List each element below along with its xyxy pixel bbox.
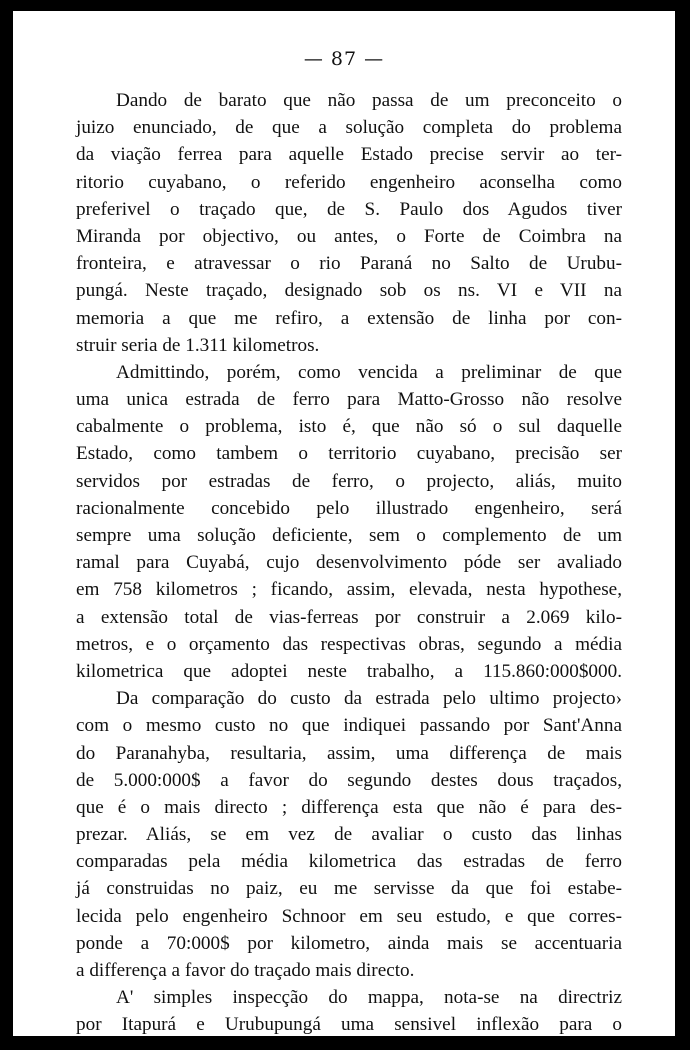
text-line: ramal para Cuyabá, cujo desenvolvimento póde ser avaliado (76, 552, 622, 574)
text-line: Miranda por objectivo, ou antes, o Forte de Coimbra na (76, 225, 622, 247)
text-line: Estado, como tambem o territorio cuyabano, precisão ser (76, 443, 622, 465)
text-line: ponde a 70:000$ por kilometro, ainda mais se accentuaria (76, 932, 622, 954)
text-line: struir seria de 1.311 kilometros. (76, 334, 320, 356)
text-line: a differença a favor do traçado mais directo. (76, 960, 415, 981)
page-number: — 87 — (303, 48, 385, 70)
text-line: juizo enunciado, de que a solução completa do problema (76, 117, 622, 139)
text-line: ritorio cuyabano, o referido engenheiro aconselha como (76, 171, 622, 193)
text-line: com o mesmo custo no que indiquei passando por Sant'Anna (76, 715, 622, 737)
text-line: pungá. Neste traçado, designado sob os ns. VI e VII na (76, 280, 622, 302)
body-text (76, 87, 622, 1036)
text-line: por Itapurá e Urubupungá uma sensivel inflexão para o (76, 1014, 622, 1036)
text-line: uma unica estrada de ferro para Matto-Grosso não resolve (76, 389, 622, 411)
text-line: de 5.000:000$ a favor do segundo destes dous traçados, (76, 769, 622, 791)
text-line: prezar. Aliás, se em vez de avaliar o custo das linhas (76, 824, 622, 846)
text-line: da viação ferrea para aquelle Estado precise servir ao ter- (76, 144, 622, 166)
text-line: já construidas no paiz, eu me servisse da que foi estabe- (76, 878, 622, 900)
text-line: racionalmente concebido pelo illustrado engenheiro, será (76, 497, 622, 519)
text-line: Dando de barato que não passa de um preconceito o (116, 90, 622, 111)
text-line: lecida pelo engenheiro Schnoor em seu estudo, e que corres- (76, 905, 622, 927)
book-page (13, 11, 675, 1036)
text-line: preferivel o traçado que, de S. Paulo dos Agudos tiver (76, 198, 622, 220)
text-line: sempre uma solução deficiente, sem o complemento de um (76, 525, 622, 546)
text-line: memoria a que me refiro, a extensão de linha por con- (76, 307, 622, 329)
text-line: comparadas pela média kilometrica das estradas de ferro (76, 851, 622, 873)
text-line: servidos por estradas de ferro, o projecto, aliás, muito (76, 470, 622, 492)
text-line: em 758 kilometros ; ficando, assim, elevada, nesta hypothese, (76, 579, 622, 601)
text-line: metros, e o orçamento das respectivas obras, segundo a média (76, 633, 622, 655)
text-line: fronteira, e atravessar o rio Paraná no Salto de Urubu- (76, 253, 622, 275)
text-line: A' simples inspecção do mappa, nota-se na directriz (116, 987, 622, 1009)
text-line: a extensão total de vias-ferreas por construir a 2.069 kilo- (76, 606, 622, 628)
text-line: cabalmente o problema, isto é, que não só o sul daquelle (76, 416, 622, 438)
text-line: do Paranahyba, resultaria, assim, uma differença de mais (76, 742, 622, 764)
text-line: kilometrica que adoptei neste trabalho, a 115.860:000$000. (76, 660, 622, 682)
text-line: Admittindo, porém, como vencida a preliminar de que (116, 361, 622, 383)
text-line: que é o mais directo ; differença esta que não é para des- (76, 796, 622, 818)
text-line: Da comparação do custo da estrada pelo ultimo projecto› (116, 688, 622, 710)
